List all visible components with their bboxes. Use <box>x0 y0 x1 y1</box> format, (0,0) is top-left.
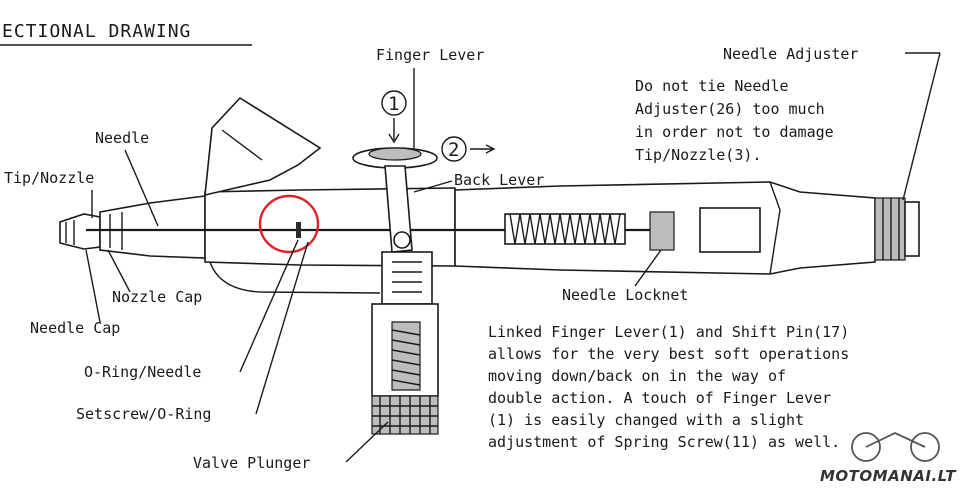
label-tip-nozzle: Tip/Nozzle <box>4 169 95 187</box>
spring <box>505 214 625 244</box>
air-valve <box>372 252 438 434</box>
description-line: Linked Finger Lever(1) and Shift Pin(17) <box>488 323 850 341</box>
label-back-lever: Back Lever <box>454 171 545 189</box>
nozzle-cap-shape <box>100 196 205 258</box>
watermark-text: MOTOMANAI.LT <box>820 467 956 485</box>
label-setscrew-o-ring: Setscrew/O-Ring <box>76 405 212 423</box>
warning-line: Adjuster(26) too much <box>635 100 825 118</box>
warning-note <box>635 77 834 164</box>
description-line: double action. A touch of Finger Lever <box>488 389 832 407</box>
label-o-ring-needle: O-Ring/Needle <box>84 363 202 381</box>
watermark-logo <box>820 433 957 485</box>
label-needle: Needle <box>95 129 150 147</box>
description-paragraph <box>488 323 849 451</box>
step2-marker: 2 <box>448 139 460 161</box>
needle-locknet-part <box>650 212 674 250</box>
description-line: adjustment of Spring Screw(11) as well. <box>488 433 841 451</box>
label-needle-locknet: Needle Locknet <box>562 286 689 304</box>
label-finger-lever: Finger Lever <box>376 46 485 64</box>
warning-line: Tip/Nozzle(3). <box>635 146 762 164</box>
needle-adjuster-knurl <box>875 198 905 260</box>
description-line: (1) is easily changed with a slight <box>488 411 805 429</box>
warning-line: in order not to damage <box>635 123 834 141</box>
step1-marker: 1 <box>388 93 400 115</box>
label-needle-cap: Needle Cap <box>30 319 121 337</box>
description-line: allows for the very best soft operations <box>488 345 850 363</box>
warning-line: Do not tie Needle <box>635 77 789 95</box>
label-needle-adjuster: Needle Adjuster <box>723 45 859 63</box>
label-nozzle-cap: Nozzle Cap <box>112 288 203 306</box>
color-cup <box>205 98 320 195</box>
label-valve-plunger: Valve Plunger <box>193 454 311 472</box>
drawing-title: ECTIONAL DRAWING <box>2 21 192 42</box>
description-line: moving down/back on in the way of <box>488 367 787 385</box>
